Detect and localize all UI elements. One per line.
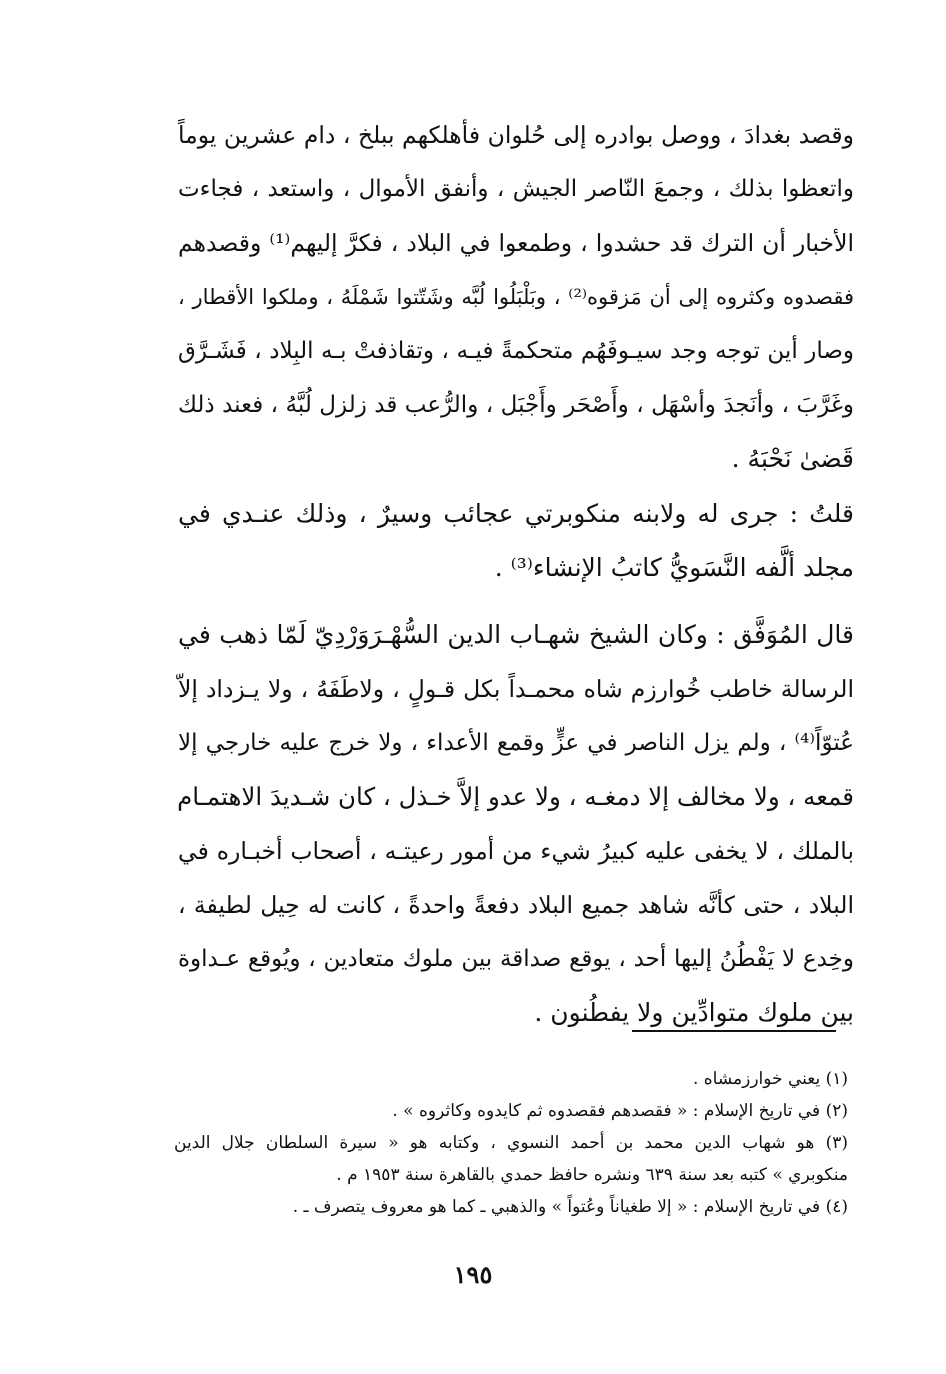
page-number: ١٩٥	[453, 1260, 493, 1289]
text-line: واتعظوا بذلك ، وجمعَ النّاصر الجيش ، وأنفق الأموال ، واستعد ، فجاءت	[178, 176, 854, 202]
text-line: قال المُوَفَّق : وكان الشيخ شهـاب الدين السُّهْـرَوَرْدِيّ لَمّا ذهب في	[178, 620, 854, 649]
text-line: مجلد ألَّفه النَّسَويُّ كاتبُ الإنشاء⁽³⁾ .	[494, 553, 854, 582]
footnote-1: (١) يعني خوارزمشاه .	[692, 1069, 848, 1089]
text-line: وقصد بغدادَ ، ووصل بوادره إلى حُلوان فأهلكهم ببلخ ، دام عشرين يوماً	[178, 121, 854, 149]
text-line: وخِدع لا يَفْطُنُ إليها أحد ، يوقع صداقة بين ملوك متعادين ، ويُوقع عـداوة	[178, 946, 854, 972]
paragraph-2	[178, 487, 854, 595]
text-line: قلتُ : جرى له ولابنه منكوبرتي عجائب وسيرٌ ، وذلك عنـدي في	[178, 499, 854, 528]
footnote-3-continued: منكوبري » كتبه بعد سنة ٦٣٩ ونشره حافظ حمدي بالقاهرة سنة ١٩٥٣ م .	[336, 1165, 848, 1185]
footnotes	[174, 1062, 848, 1232]
footnote-separator	[632, 1030, 836, 1032]
text-line: البلاد ، حتى كأنَّه شاهد جميع البلاد دفعةً واحدةً ، كانت له حِيل لطيفة ،	[178, 891, 854, 919]
text-line: الرسالة خاطب خُوارزم شاه محمـداً بكل قـولٍ ، ولاطَفَهُ ، ولا يـزداد إلاّ	[178, 675, 854, 703]
text-line: عُتوّاً⁽⁴⁾ ، ولم يزل الناصر في عزٍّ وقمع الأعداء ، ولا خرج عليه خارجي إلا	[178, 730, 854, 756]
paragraph-3	[178, 608, 854, 1040]
text-line: وصار أين توجه وجد سيـوفَهُم متحكمةً فيـه ، وتقاذفتْ بـه البِلاد ، فَشَـرَّق	[178, 338, 854, 364]
text-line: قمعه ، ولا مخالف إلا دمغـه ، ولا عدو إلاَّ خـذل ، كان شـديدَ الاهتمـام	[177, 782, 854, 811]
paragraph-1	[178, 108, 854, 486]
text-line: بالملك ، لا يخفى عليه كبيرُ شيء من أمور رعيتـه ، أصحاب أخبـاره في	[178, 837, 854, 865]
text-line: بين ملوك متوادِّين ولا يفطُنون .	[534, 998, 854, 1027]
text-line: قَضىٰ نَحْبَهُ .	[731, 444, 854, 473]
footnote-3: (٣) هو شهاب الدين محمد بن أحمد النسوي ، وكتابه هو « سيرة السلطان جلال الدين	[174, 1133, 848, 1153]
footnote-2: (٢) في تاريخ الإسلام : « فقصدهم فقصدوه ثم كايدوه وكاثروه » .	[392, 1101, 848, 1121]
footnote-4: (٤) في تاريخ الإسلام : « إلا طغياناً وعُتواً » والذهبي ـ كما هو معروف يتصرف ـ .	[292, 1197, 848, 1217]
text-line: فقصدوه وكثروه إلى أن مَزقوه⁽²⁾ ، وبَلْبَلُوا لُبَّه وشَتّتوا شَمْلَهُ ، وملكوا الأقطار ،	[178, 285, 854, 309]
text-line: الأخبار أن الترك قد حشدوا ، وطمعوا في البلاد ، فكرَّ إليهم⁽¹⁾ وقصدهم	[178, 229, 854, 257]
text-line: وغَرَّبَ ، وأنَجدَ وأسْهَل ، وأَصْحَر وأَجْبَل ، والرُّعب قد زلزل لُبَّهُ ، فعند ذلك	[178, 392, 854, 418]
